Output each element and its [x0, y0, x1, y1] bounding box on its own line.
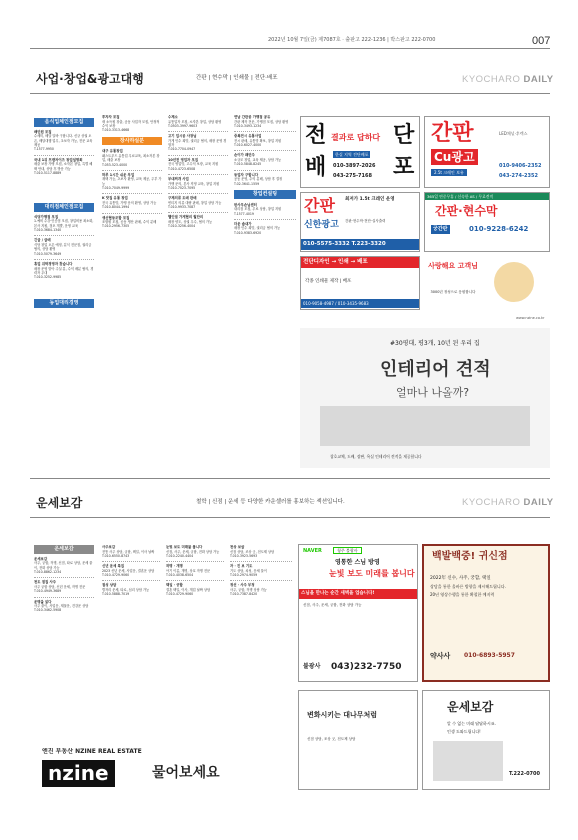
brand-label-2: KYOCHARO DAILY [462, 497, 554, 508]
classified-col-4 [234, 115, 296, 475]
list-item: 눈빛 보도 미래를 봅니다 신점, 사주, 운세, 궁합, 전화 상담 가능 T.010-2240-4404 [166, 545, 220, 558]
list-item: 중복전시 유통사업 전시 판매, 유통망 확보, 창업 지원 T.010-6027-4000 [234, 134, 282, 148]
brand-label [462, 74, 554, 87]
fortune-col-1 [34, 545, 94, 745]
section-sub-business: 간판 | 현수막 | 인쇄물 | 전단·배포 [196, 75, 278, 81]
classified-col-1 [34, 118, 94, 473]
section-title-business: 사업·창업&광고대행 [36, 72, 144, 86]
list-item: 손이가 패턴주 소규모 창업, 교육 제공, 상담 가능 T.010-5848-8245 [234, 153, 282, 167]
ad-cu-sign: 간판 Cu광고 2.5t 크레인 보유 LED채널·후렉스 010-9406-2352 043-274-2352 [424, 116, 550, 188]
list-item: 작명 · 개명 아기 이름, 개명, 상호 작명 전문 T.010-4038-6504 [166, 564, 211, 578]
ad-unse: 운세보감 알 수 없는 미래 답답하시죠. 인생 도와드립니다! T.222-0700 [422, 690, 550, 790]
mascot-icon [494, 262, 534, 302]
header-rule [30, 48, 550, 49]
list-item: 국내 1위 프랜차이즈 창업설명회 매출 보장 가맹 모집, 소자본 창업, 특별 혜택 안내, 상담 후 방문 가능 T.010-5117-8889 [34, 157, 93, 175]
brand-kyocharo: KYOCHARO [462, 74, 521, 85]
fortune-col-3 [166, 545, 224, 745]
ad-love-customer: 사랑해요 고객님 3000년 정성으로 응원합니다 [424, 256, 550, 310]
list-item: 하루 1시간 쉬운 부업 재택 가능, 초보자 환영, 교육 제공, 주부 가능 T.010-7049-9999 [102, 172, 162, 191]
list-item: 점성 상담 별자리 운세, 타로, 심리 상담 가능 T.010-5888-7019 [102, 583, 150, 597]
list-item: 천도 점집 사주 사주 궁합 상담, 신년 운세, 작명 전문 T.010-4949-3689 [34, 580, 86, 594]
category-header: 음식업체인점모집 [34, 118, 94, 127]
list-item: 수제소 유통업자 모집, 소자본 창업, 상담 환영 T.0503-3997-9603 [168, 115, 222, 128]
section1-rule [30, 93, 550, 94]
list-item: 운세보감 사주, 궁합, 작명, 신점, 타로 상담, 운세 풀이, 전화 상담 가능 T.010-8862-1234 [34, 556, 93, 574]
list-item: 헬인권 가게협의 월단의 매장 양도, 상권 우수, 협의 가능 T.010-3256-4004 [168, 215, 213, 229]
list-item: 정선 · 사주 부정 사주, 궁합, 작명 상담 가능 T.010-7387-8420 [230, 583, 267, 597]
list-item: 더운 숍대가 매장 인수 희망, 권리금 협의 가능 T.010-9383-6920 [234, 221, 281, 235]
list-item: K 맛집 유통 창업 전국 유통망, 가맹 문의 환영, 상담 가능 T.010-8044-1994 [102, 196, 157, 210]
category-header: 창업컨설팅 [234, 190, 296, 199]
list-item: 10년전 영업자 모집 전국 영업망, 고수익 보장, 교육 지원 T.010-4723-6508 [168, 157, 219, 171]
list-item: 동업자 구합니다 공동 운영, 수익 분배, 상담 후 결정 T.02-3641-1559 [234, 172, 283, 186]
section-title-fortune: 운세보감 [36, 496, 83, 510]
ad-flyer-design: 전단디자인 → 인쇄 → 배포 각종 인쇄물 제작 | 배포 010-9058-4987 / 010-3435-9683 [300, 256, 420, 310]
category-header: 운세보감 [34, 545, 94, 554]
list-item: 생산협동조합 모집 조합원 모집, 공동 생산 판매, 수익 분배 T.010-2956-7305 [102, 215, 157, 229]
fortune-col-2 [102, 545, 160, 745]
fortune-col-4 [230, 545, 292, 745]
brand-daily: DAILY [523, 74, 554, 85]
classified-col-3 [168, 115, 228, 475]
category-header: 동업대리경영 [34, 299, 94, 308]
ad-bamboo: 변화시키는 대나무처럼 신점 상담, 조상 굿, 천도제 상담 [298, 690, 418, 790]
list-item: 사주보감 전통 사주 상담, 궁합, 택일, 이사 날짜 T.010-6550-8743 [102, 545, 155, 558]
list-item: 신년 운세 특집 2023 신년 운세, 사업운, 결혼운 상담 T.010-4729-9060 [102, 564, 155, 578]
ad-shinhan: 간판 최저가 1.5t 크레인 운영 신한광고 간판·현수막·전단·실사출력 010-5575-3332 T.223-3320 [300, 192, 420, 252]
list-item: 고기 업시공 사장님 가게 인수 희망, 권리금 협의, 매장 운영 경험자 T.010-7704-0947 [168, 134, 227, 152]
page-number: 007 [532, 35, 551, 47]
list-item: 천상 보살 신점 상담, 조상 굿, 천도제 상담 T.010-3923-5693 [230, 545, 275, 558]
list-item: 자 · 진 보 기도 기도 상담, 치성, 운세 풀이 T.010-2974-9059 [230, 564, 267, 578]
list-item: 대구 유통창업 패스트푸드 유통업 무료교육, 최소자본 창업, 매출 보장 T.053-523-4000 [102, 149, 160, 167]
dateline: 2022년 10월 7일(금) 제7087호 · 출판고 222-1236 | 박스판고 222-0700 [268, 37, 436, 43]
list-item: 운명을 읽다 사주 풀이, 사업운, 재물운, 건강운 상담 T.010-3462-5908 [34, 599, 89, 613]
ad-flyer-distribution: 전 배 단 포 결과로 답하다 한실 지역 전단배포 010-3897-2026 043-275-7168 [300, 116, 420, 188]
list-item: 구제의류 도매 판매 빈티지 의류 대량 판매, 창업 상담 가능 T.010-9933-7087 [168, 196, 222, 210]
category-header: 대리점체인점모집 [34, 203, 94, 212]
list-item: 한사무손님센터 대리점 모집, 무료 상담, 창업 지원 T.1577-4019 [234, 202, 282, 216]
list-item: 택일 · 궁합 결혼 택일, 이사, 개업 날짜 상담 T.010-4729-9060 [166, 583, 211, 597]
category-header: 장사하실분 [102, 137, 162, 146]
ad-bulgwangsa: NAVER 청주 불광사 영통한 스님 방영 눈빛 보도 미래를 봅니다 스님을 만나는 순간 새벽을 업습니다! 신점, 사주, 운세, 궁합, 전화 상담 가능 불광사 043)232-7750 [298, 544, 418, 682]
ad-gungan: 365일 연중무휴 / 신속한 AS / 무료견적 간판·현수막 궁간판 010-9228-6242 [424, 192, 550, 252]
section2-top-rule [30, 478, 550, 479]
ad-interior: #30평대, 평3개, 10년 된 우리 집 인테리어 견적 얼마나 나올까? 창호교체, 도배, 장판, 욕실 인테리어 견적을 제공합니다 [300, 328, 550, 468]
list-item: 휴업 위탁경영자 찾습니다 매장 운영 맡아 주실 분, 수익 배분 협의, 경력자 우대 T.010-3252-9985 [34, 261, 94, 280]
ad-baekbal: 백발백중! 귀신점 2022年 신수, 사주, 궁합, 택일 상담을 통한 올바른 방향을 제시해드립니다. 20년 영상수행을 통한 확철한 예지력 약사사 010-6893-5957 [422, 544, 550, 682]
classified-col-2 [102, 115, 162, 475]
building-illustration [433, 741, 503, 781]
list-item: 투자자 모집 새 소득원 창출, 공동 사업자 모집, 안정적 수익 보장 T.010-3313-4668 [102, 115, 160, 133]
url-label: www.nzine.co.kr [516, 316, 545, 320]
list-item: 부대찌개 사업 가맹 문의, 본사 직영 교육, 창업 지원 T.010-7023-7095 [168, 176, 220, 190]
list-item: 연남 간판공 가맹점 공유 간판 제작 전문, 가맹점 모집, 상담 환영 T.010-3493-1234 [234, 115, 289, 128]
list-item: 배민원 모집 수세미, 배달 알바 구합니다. 신규 상권 오픈, 배달대행 업무, 초보자 가능, 전문 교육 제공 T.1577-9950 [34, 129, 93, 152]
section-sub-fortune: 철학 | 신점 | 운세 등 다양한 카운셀러를 홍보하는 섹션입니다. [196, 499, 345, 505]
section2-rule [30, 517, 550, 518]
ad-nzine-realestate: 엔진 부동산 NZINE REAL ESTATE nzine 물어보세요 [42, 748, 220, 785]
list-item: 식당가맹점 모집 1.예비 수강·인증점 모집, 창업비용 최소화, 본사 지원, 점포 개발, 운영 교육 T.010-3684-1340 [34, 214, 94, 233]
list-item: 긴급 / 급매 식당 창업 오픈 예정, 분식 전문점, 권리금 협의, 상담 환영 T.010-5079-3649 [34, 238, 92, 256]
interior-photo [320, 406, 530, 446]
